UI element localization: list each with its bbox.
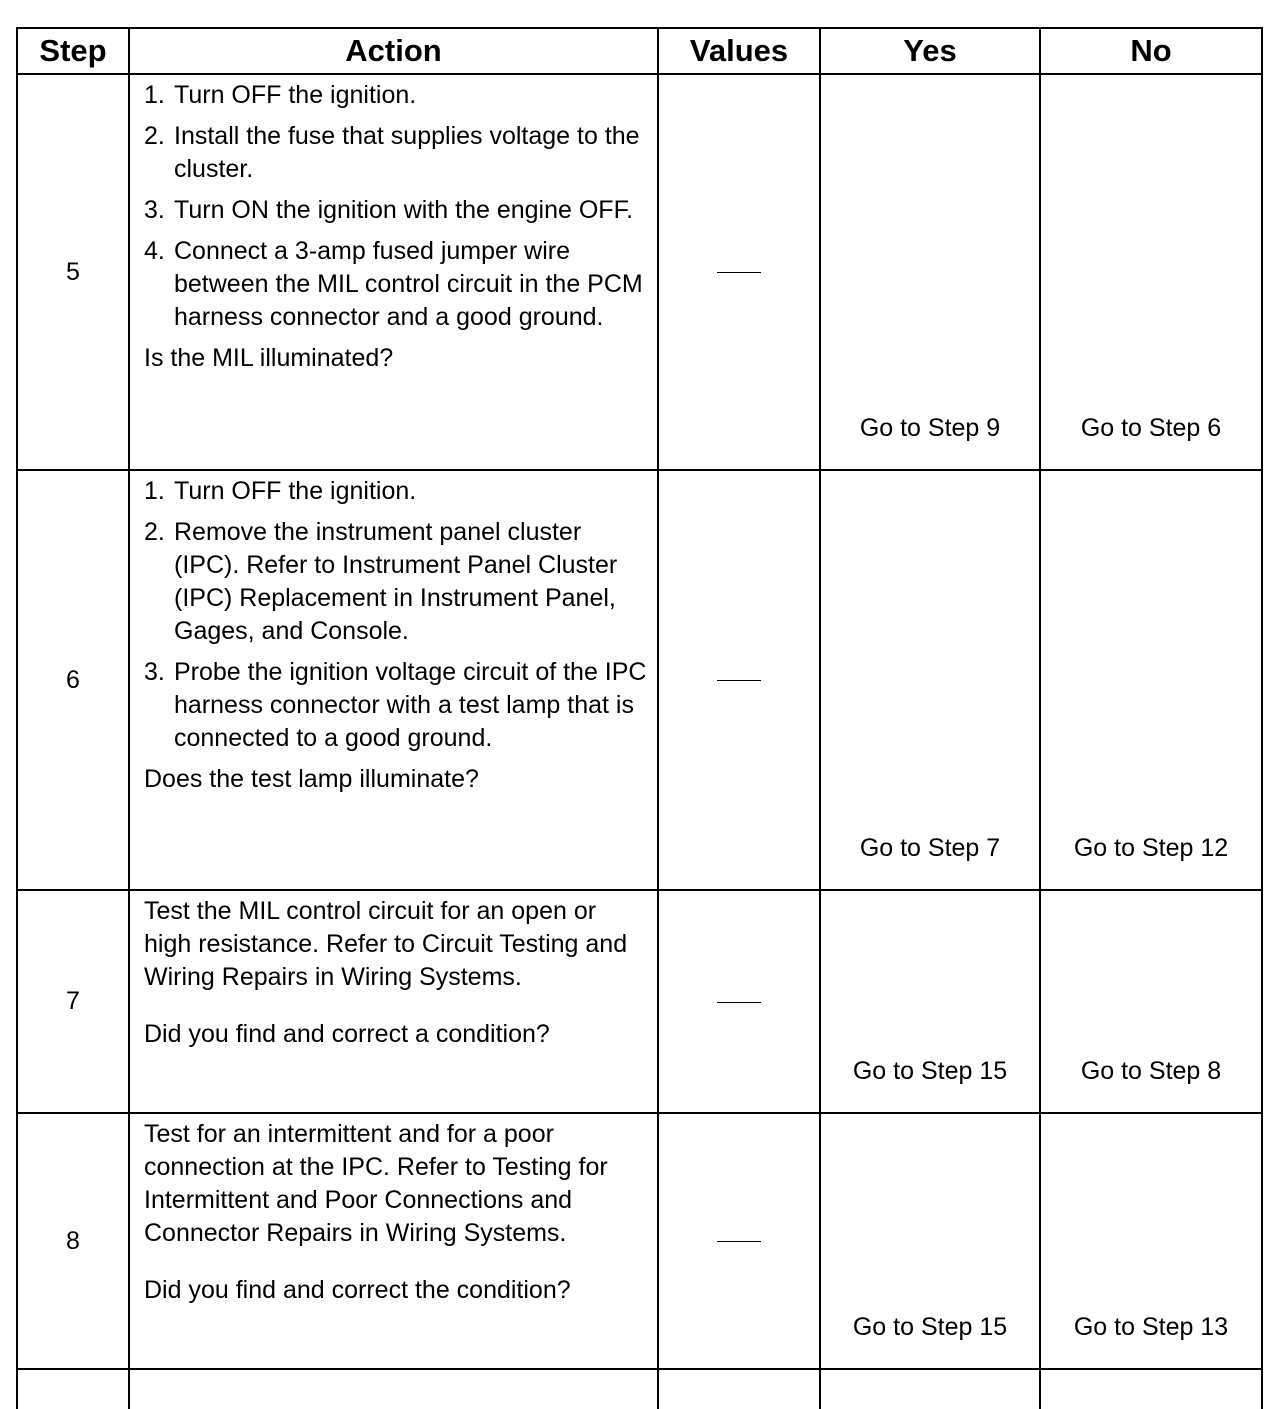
list-item: 2. Install the fuse that supplies voltage to the cluster. xyxy=(144,122,640,183)
yes-outcome: Go to Step 9 xyxy=(820,74,1040,470)
table-row xyxy=(17,74,1262,470)
yes-outcome: Go to Step 7 xyxy=(820,470,1040,890)
no-outcome: Go to Step 12 xyxy=(1040,470,1262,890)
list-item: 2. Remove the instrument panel cluster (IPC). Refer to Instrument Panel Cluster (IPC) Replacement in Instrument Panel, Gages, and Console. xyxy=(144,518,618,645)
list-item: 4. Connect a 3-amp fused jumper wire between the MIL control circuit in the PCM harness connector and a good ground. xyxy=(144,237,643,331)
empty-value-dash xyxy=(717,1002,761,1003)
list-item: 3. Probe the ignition voltage circuit of the IPC harness connector with a test lamp that is connected to a good ground. xyxy=(144,658,647,752)
table-row-continuation xyxy=(17,1369,1262,1409)
values-cell xyxy=(658,890,820,1113)
header-row xyxy=(17,28,1262,74)
values-cell xyxy=(658,1113,820,1369)
list-item: 1. Turn OFF the ignition. xyxy=(144,81,417,109)
action-question: Does the test lamp illuminate? xyxy=(144,765,479,793)
action-step-text: Remove the instrument panel cluster (IPC). Refer to Instrument Panel Cluster (IPC) Replacement in Instrument Panel, Gages, and Console. xyxy=(174,518,618,645)
header-action: Action xyxy=(129,28,658,74)
action-question: Did you find and correct the condition? xyxy=(144,1276,571,1304)
action-cell xyxy=(129,470,658,890)
diagnostic-steps-table xyxy=(16,27,1263,1409)
continuation-cell xyxy=(1040,1369,1262,1409)
continuation-cell xyxy=(17,1369,129,1409)
yes-outcome: Go to Step 15 xyxy=(820,890,1040,1113)
header-step: Step xyxy=(17,28,129,74)
action-step-text: Turn OFF the ignition. xyxy=(174,81,417,109)
action-text: Test for an intermittent and for a poor connection at the IPC. Refer to Testing for Intermittent and Poor Connections and Connector Repairs in Wiring Systems. xyxy=(144,1120,608,1247)
empty-value-dash xyxy=(717,272,761,273)
action-steps-list xyxy=(144,475,649,755)
action-cell xyxy=(129,890,658,1113)
no-outcome: Go to Step 6 xyxy=(1040,74,1262,470)
action-step-text: Connect a 3-amp fused jumper wire between the MIL control circuit in the PCM harness connector and a good ground. xyxy=(174,237,643,331)
header-yes: Yes xyxy=(820,28,1040,74)
step-number: 6 xyxy=(17,470,129,890)
table-row xyxy=(17,470,1262,890)
action-step-text: Turn OFF the ignition. xyxy=(174,477,417,505)
table-row xyxy=(17,1113,1262,1369)
continuation-cell xyxy=(129,1369,658,1409)
action-step-text: Probe the ignition voltage circuit of the IPC harness connector with a test lamp that is connected to a good ground. xyxy=(174,658,647,752)
step-number: 5 xyxy=(17,74,129,470)
action-step-text: Turn ON the ignition with the engine OFF. xyxy=(174,196,634,224)
list-item: 1. Turn OFF the ignition. xyxy=(144,477,417,505)
action-text: Test the MIL control circuit for an open or high resistance. Refer to Circuit Testing and Wiring Repairs in Wiring Systems. xyxy=(144,897,628,991)
action-cell xyxy=(129,74,658,470)
step-number: 7 xyxy=(17,890,129,1113)
action-cell xyxy=(129,1113,658,1369)
header-values: Values xyxy=(658,28,820,74)
action-step-text: Install the fuse that supplies voltage to the cluster. xyxy=(174,122,640,183)
step-number: 8 xyxy=(17,1113,129,1369)
action-question: Did you find and correct a condition? xyxy=(144,1020,550,1048)
empty-value-dash xyxy=(717,680,761,681)
list-item: 3. Turn ON the ignition with the engine OFF. xyxy=(144,196,634,224)
action-steps-list xyxy=(144,79,649,334)
no-outcome: Go to Step 13 xyxy=(1040,1113,1262,1369)
values-cell xyxy=(658,74,820,470)
no-outcome: Go to Step 8 xyxy=(1040,890,1262,1113)
header-no: No xyxy=(1040,28,1262,74)
continuation-cell xyxy=(658,1369,820,1409)
yes-outcome: Go to Step 15 xyxy=(820,1113,1040,1369)
action-question: Is the MIL illuminated? xyxy=(144,344,394,372)
empty-value-dash xyxy=(717,1241,761,1242)
continuation-cell xyxy=(820,1369,1040,1409)
table-row xyxy=(17,890,1262,1113)
values-cell xyxy=(658,470,820,890)
